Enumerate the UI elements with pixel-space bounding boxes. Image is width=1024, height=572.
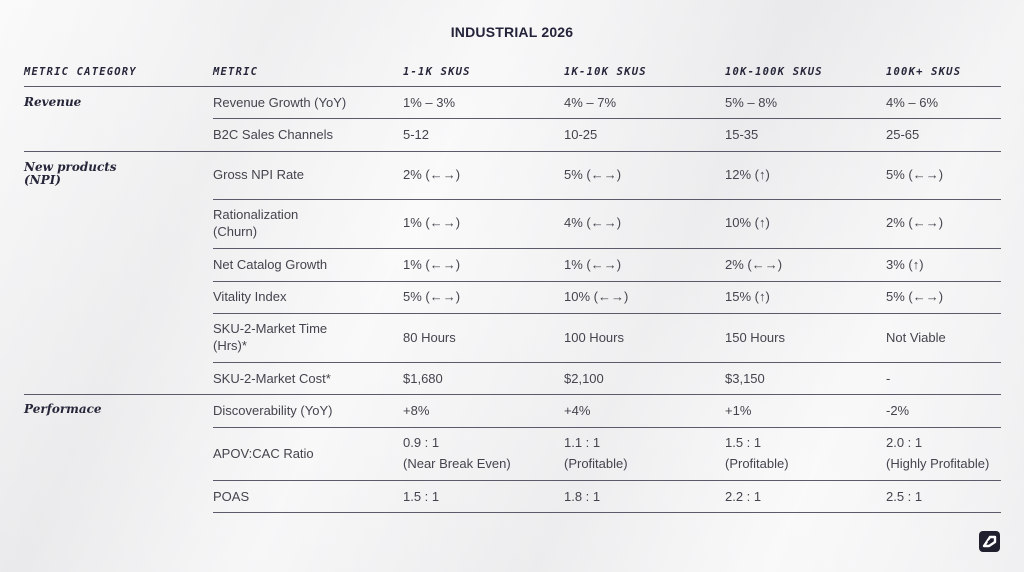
metric-label: B2C Sales Channels <box>213 127 333 142</box>
value-100k-plus: - <box>886 371 891 386</box>
brand-logo-icon <box>979 531 1000 552</box>
value-1k-10k: $2,100 <box>564 371 604 386</box>
value-100k-plus: Not Viable <box>886 330 946 345</box>
category-divider <box>24 151 1001 152</box>
value-1k-10k: 1% (←→) <box>564 257 622 272</box>
category-revenue: Revenue <box>24 95 82 109</box>
value-100k-plus: -2% <box>886 403 910 418</box>
value-1-1k-note: (Near Break Even) <box>403 456 511 471</box>
category-performance: Performace <box>24 402 102 416</box>
value-1k-10k: 10% (←→) <box>564 289 629 304</box>
metric-label-line2: (Churn) <box>213 224 258 239</box>
value-1k-10k: +4% <box>564 403 591 418</box>
value-100k-plus: 2.5 : 1 <box>886 489 923 504</box>
category-npi: New products (NPI) <box>24 160 117 187</box>
value-1-1k: 1% (←→) <box>403 215 461 230</box>
value-10k-100k: 10% (↑) <box>725 215 770 230</box>
value-1-1k: 5-12 <box>403 127 430 142</box>
value-1k-10k: 1.8 : 1 <box>564 489 601 504</box>
header-10k-100k-skus: 10K-100K SKUS <box>725 66 823 78</box>
value-1k-10k: 10-25 <box>564 127 598 142</box>
header-100k-plus-skus: 100K+ SKUS <box>886 66 962 78</box>
row-divider <box>213 362 1001 363</box>
value-100k-plus: 25-65 <box>886 127 920 142</box>
metric-label: Gross NPI Rate <box>213 167 305 182</box>
value-10k-100k-note: (Profitable) <box>725 456 789 471</box>
metric-label: SKU-2-Market Cost* <box>213 371 331 386</box>
value-10k-100k-ratio: 1.5 : 1 <box>725 435 762 450</box>
value-1k-10k: 5% (←→) <box>564 167 622 182</box>
value-1k-10k-ratio: 1.1 : 1 <box>564 435 601 450</box>
row-divider <box>213 512 1001 513</box>
row-divider <box>213 199 1001 200</box>
value-1-1k: 1% – 3% <box>403 95 456 110</box>
value-100k-plus: 4% – 6% <box>886 95 939 110</box>
value-100k-plus: 5% (←→) <box>886 289 944 304</box>
header-1k-10k-skus: 1K-10K SKUS <box>564 66 647 78</box>
value-1k-10k-note: (Profitable) <box>564 456 628 471</box>
metric-label-line1: SKU-2-Market Time <box>213 321 328 336</box>
row-divider <box>213 313 1001 314</box>
page-title: INDUSTRIAL 2026 <box>450 24 574 40</box>
value-1k-10k: 4% (←→) <box>564 215 622 230</box>
value-1-1k: 5% (←→) <box>403 289 461 304</box>
metric-label: APOV:CAC Ratio <box>213 446 314 461</box>
row-divider <box>213 118 1001 119</box>
metric-label: Discoverability (YoY) <box>213 403 333 418</box>
row-divider <box>213 427 1001 428</box>
row-divider <box>213 248 1001 249</box>
header-1-1k-skus: 1-1K SKUS <box>403 66 471 78</box>
metric-label: Vitality Index <box>213 289 287 304</box>
value-1-1k: 1.5 : 1 <box>403 489 440 504</box>
value-10k-100k: 15% (↑) <box>725 289 770 304</box>
metric-label-line1: Rationalization <box>213 207 299 222</box>
value-100k-plus: 3% (↑) <box>886 257 924 272</box>
value-10k-100k: $3,150 <box>725 371 765 386</box>
value-1k-10k: 4% – 7% <box>564 95 617 110</box>
value-1k-10k: 100 Hours <box>564 330 624 345</box>
value-100k-plus-ratio: 2.0 : 1 <box>886 435 923 450</box>
category-divider <box>24 394 1001 395</box>
value-10k-100k: 150 Hours <box>725 330 785 345</box>
header-divider <box>24 86 1001 87</box>
value-10k-100k: +1% <box>725 403 752 418</box>
value-1-1k: 2% (←→) <box>403 167 461 182</box>
value-1-1k-ratio: 0.9 : 1 <box>403 435 440 450</box>
header-metric-category: METRIC CATEGORY <box>24 66 137 78</box>
row-divider <box>213 480 1001 481</box>
value-100k-plus: 2% (←→) <box>886 215 944 230</box>
value-1-1k: $1,680 <box>403 371 443 386</box>
header-metric: METRIC <box>213 66 259 78</box>
value-1-1k: 80 Hours <box>403 330 456 345</box>
row-divider <box>213 281 1001 282</box>
value-10k-100k: 5% – 8% <box>725 95 778 110</box>
value-100k-plus-note: (Highly Profitable) <box>886 456 990 471</box>
metric-label: Net Catalog Growth <box>213 257 328 272</box>
value-1-1k: 1% (←→) <box>403 257 461 272</box>
value-1-1k: +8% <box>403 403 430 418</box>
value-10k-100k: 2% (←→) <box>725 257 783 272</box>
value-100k-plus: 5% (←→) <box>886 167 944 182</box>
metric-label-line2: (Hrs)* <box>213 338 247 353</box>
metric-label: POAS <box>213 489 250 504</box>
metric-label: Revenue Growth (YoY) <box>213 95 347 110</box>
value-10k-100k: 12% (↑) <box>725 167 770 182</box>
value-10k-100k: 2.2 : 1 <box>725 489 762 504</box>
value-10k-100k: 15-35 <box>725 127 759 142</box>
